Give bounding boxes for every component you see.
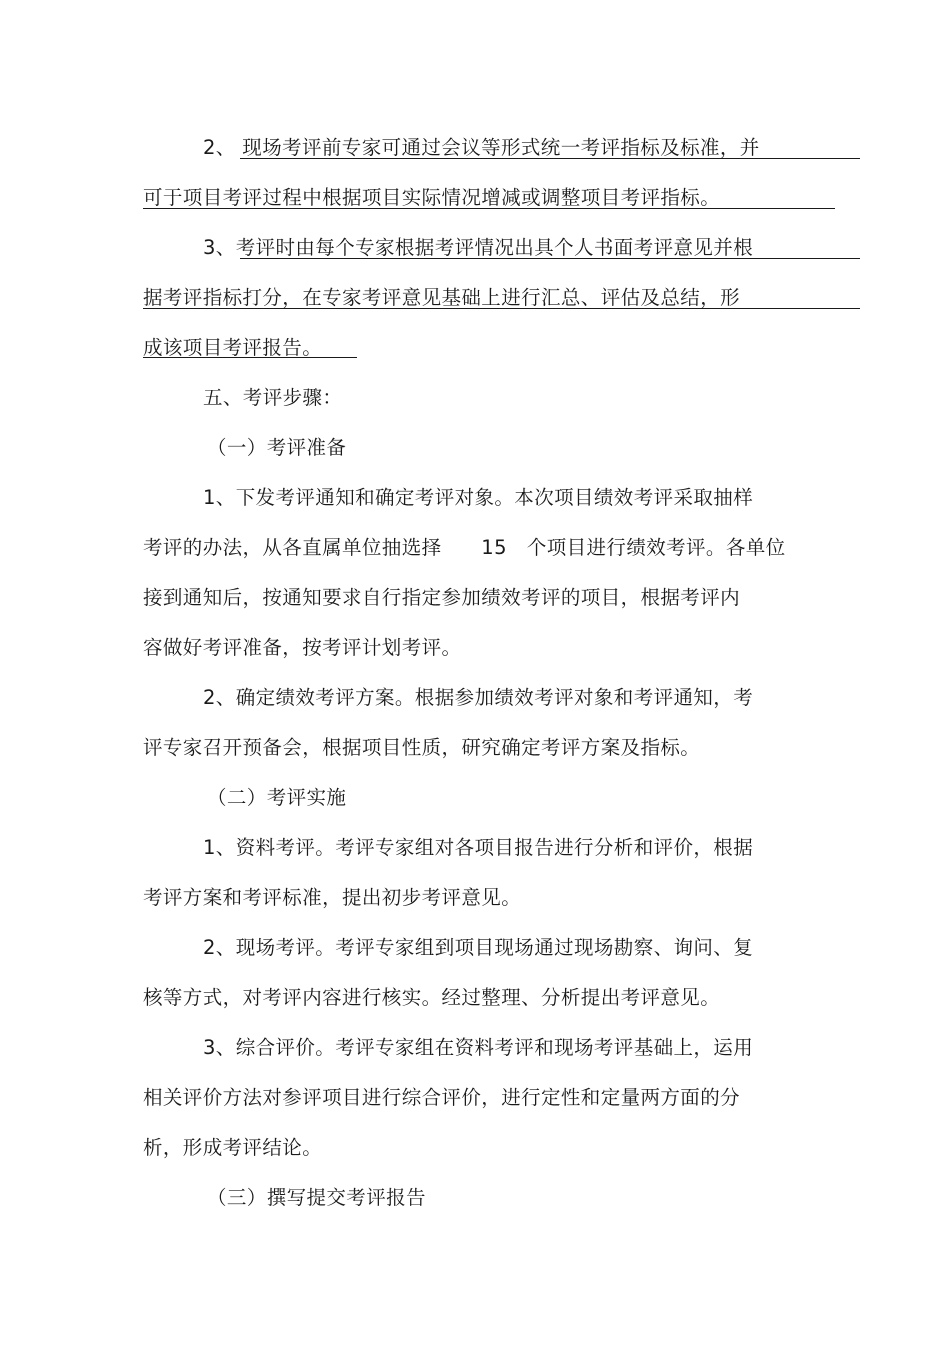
text-line: 考评的办法，从各直属单位抽选择 15 个项目进行绩效考评。各单位 (143, 536, 786, 559)
text-line: 接到通知后，按通知要求自行指定参加绩效考评的项目，根据考评内 (143, 586, 741, 609)
text-line: 3、考评时由每个专家根据考评情况出具个人书面考评意见并根 (203, 236, 754, 259)
text-line: 1、资料考评。考评专家组对各项目报告进行分析和评价，根据 (203, 836, 754, 859)
subsection-heading: （三）撰写提交考评报告 (207, 1186, 426, 1209)
text-line: 2、确定绩效考评方案。根据参加绩效考评对象和考评通知，考 (203, 686, 754, 709)
underline-rule (143, 357, 357, 358)
subsection-heading: （一）考评准备 (207, 436, 347, 459)
text-line: 据考评指标打分，在专家考评意见基础上进行汇总、评估及总结，形 (143, 286, 741, 309)
text-line: 2、 现场考评前专家可通过会议等形式统一考评指标及标准，并 (203, 136, 760, 159)
text-line: 容做好考评准备，按考评计划考评。 (143, 636, 462, 659)
underline-rule (143, 208, 835, 209)
text-line: 考评方案和考评标准，提出初步考评意见。 (143, 886, 522, 909)
text-line: 评专家召开预备会，根据项目性质，研究确定考评方案及指标。 (143, 736, 701, 759)
subsection-heading: （二）考评实施 (207, 786, 347, 809)
text-line: 析，形成考评结论。 (143, 1136, 323, 1159)
underline-rule (143, 308, 860, 309)
section-heading: 五、考评步骤： (203, 386, 343, 409)
text-line: 可于项目考评过程中根据项目实际情况增减或调整项目考评指标。 (143, 186, 721, 209)
text-line: 2、现场考评。考评专家组到项目现场通过现场勘察、询问、复 (203, 936, 754, 959)
text-line: 1、下发考评通知和确定考评对象。本次项目绩效考评采取抽样 (203, 486, 754, 509)
underline-rule (240, 158, 860, 159)
text-line: 相关评价方法对参评项目进行综合评价，进行定性和定量两方面的分 (143, 1086, 741, 1109)
text-line: 成该项目考评报告。 (143, 336, 323, 359)
text-line: 3、综合评价。考评专家组在资料考评和现场考评基础上，运用 (203, 1036, 754, 1059)
underline-rule (240, 258, 860, 259)
text-line: 核等方式，对考评内容进行核实。经过整理、分析提出考评意见。 (143, 986, 721, 1009)
